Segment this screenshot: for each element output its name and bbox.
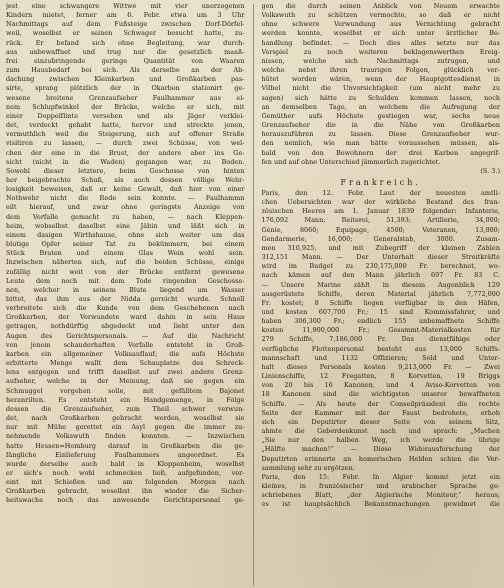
text-line: Volkswuth zu schützen vermochte, so daß er nicht: [261, 11, 500, 20]
text-line: vermuthlich weil die Steigerung, sich auf offener Straße: [6, 130, 245, 139]
text-line: 18 Kanonen sind die wichtigsten unserer bewaffneten: [261, 390, 500, 399]
text-line: sagen) sich hätte zu Schulden kommen lassen, noch: [261, 93, 500, 102]
text-line: Linienschiffe, 12 Fregatten, 8 Korvetten, 19 Briggs: [261, 372, 500, 381]
text-line: fen und auf ohne Unterschied jämmerlich zugerichtet.: [261, 157, 441, 166]
text-line: chen der eine in die Brust, der andere aber ins Ge-: [6, 148, 245, 157]
text-line: Stück Braten und einem Glas Wein wohl sein.: [6, 249, 245, 258]
text-line: 312,151 Mann. — Der Unterhalt dieser Streitkräfte: [261, 253, 500, 262]
text-line: wesene breitene Grenzaufseher Faulhammer aus ei-: [6, 93, 245, 102]
text-line: und kosten 607,700 Fr.; 15 sind Kommissfahrer, und: [261, 308, 500, 316]
text-line: heranrilten. Es entsteht ein Handgemenge, in Folge: [6, 395, 245, 404]
text-line: aus unbewaffnet und trug nur die gesetzlich maaß-: [6, 47, 245, 56]
text-line: bald von den Bewohnern der drei Karben angegrif-: [261, 148, 500, 157]
text-line: Augen des Gerichtspersonals. — Auf die Nachricht: [6, 331, 245, 340]
text-line: 279 Schiffe, 7,186,000 Fr. Das dienstfähige oder: [261, 335, 500, 344]
text-line: nem Schlupfwinkel der Brücke, welche er sich, mit: [6, 102, 245, 111]
text-line: gen die durch seinen Anblick von Neuem erwachte: [261, 2, 500, 10]
text-line: hütet worden wären, wenn der Hauptgottesdienst in: [261, 75, 500, 84]
text-line: zum Hausbedarf bei sich. Als derselbe an der Ab-: [6, 66, 245, 75]
text-line: chen Uebersichten war der wirkliche Bestand des fran-: [261, 198, 500, 207]
text-line: Leute dem noch mit dem Tode ringenden Geschosse-: [6, 276, 245, 285]
text-line: haben 306,300 Fr.; endlich 155 unbemaffnete Schiffe: [261, 317, 500, 326]
text-line: an demselben Tage, an welchem die Aufregung der: [261, 102, 500, 111]
text-line: Deputirten erinnerte an homerischen Helden schien die Ver-: [261, 454, 500, 463]
text-line: her beigebrachte Schuß, als auch dessen völlige Wehr-: [6, 175, 245, 184]
text-line: det, nach Großkarben gebracht werden, woselbst sie: [6, 414, 245, 423]
text-line: bittet, das ihm aus der Nidda gereicht wurde. Schnell: [6, 295, 245, 303]
right-column-france-article: [262, 189, 501, 509]
text-line: ahmte die Geberdenkunst nach und sprach: „Machen: [261, 427, 500, 436]
text-line: Fr. kostet; 8 Schiffe liegen verfügbar in den Häfen,: [261, 298, 500, 307]
text-line: zösischen Heeres am 1. Januar 1839 folgender: Infanterie,: [261, 207, 500, 216]
text-line: einem dasigen Wirthshause, ohne sich weiter um das: [6, 230, 245, 239]
text-line: Großkarben gebracht, woselbst ihn wieder die Sicher-: [6, 487, 245, 496]
text-line: handlung befindet. — Doch dies alles setzte nur das: [261, 38, 500, 47]
text-line: herauszuführen zu lassen. Diese Grenzaufseher wur-: [261, 130, 500, 139]
text-line: nehmende Volkswuth finden konnten. — Inzwischen: [6, 432, 245, 441]
text-line: losigkeit beweisen, daß er keine Gewalt, daß hier von einer: [6, 185, 245, 194]
text-line: verbreitete sich die Kunde von dem Geschehenen nach: [6, 304, 245, 313]
text-line: visitiren zu lassen, — durch zwei Schüsse, von wel-: [6, 139, 245, 148]
text-line: kosten 11,900,000 Fr.; Gesammt-Materialkosten für: [261, 326, 500, 335]
text-line: Kindern mietet, ferner am 6. Febr. etwa um 3 Uhr: [6, 11, 245, 20]
text-line: nach kämen auf den Mann jährlich 697 Fr. 83 C.: [261, 271, 500, 280]
text-line: wurde derselbe auch bald in Kloppenheim, woselbst: [6, 459, 245, 468]
text-line: den nemlich, wie man hätte voraussehen müssen, als-: [261, 139, 500, 148]
text-line: Nachmittags auf dem Fußsteige zwischen Dorf-Dörfel-: [6, 20, 245, 29]
text-line: heitswache noch das anwesende Gerichtspersonal ge-: [6, 496, 245, 505]
text-line: von jenem schauderhaften Vorfalle entsteht in Groß-: [6, 340, 245, 349]
text-line: blutige Opfer seiner Tat zu bekümmern, bei einem: [6, 240, 245, 249]
columns: [6, 2, 500, 588]
text-line: sicht (nicht in die Waden) gegangen war, zu Boden.: [6, 157, 245, 166]
text-line: fängliche Einlieferung Faulhammers angeordnet. Es: [6, 450, 245, 459]
text-line: Seite der Kammer mit der Faust bedrohete, erhob: [261, 408, 500, 417]
text-line: Gemüther aufs Höchste gestiegen war, sechs neue: [261, 111, 500, 120]
text-line: eilt hierauf, und zwar ohne geringste Anzeige von: [6, 203, 245, 212]
text-line: Schiffe. — Als heute der Conseilpräsident die rechte: [261, 399, 500, 408]
text-line: dem Vorfalle gemacht zu haben, — nach Kleppen-: [6, 212, 245, 221]
text-line: Großkarben, der Verwundete ward dahin in sein Haus: [6, 313, 245, 322]
text-line: wird im Budget zu 230,175,000 Fr. berechnet, wo-: [261, 262, 500, 271]
text-line: Génie, 8060; Equipage, 4500; Veteranen, 13,000;: [261, 225, 500, 234]
text-line: nissen, welche sich Nachmittags zutrugen, und: [261, 56, 500, 65]
text-line: „Hälfte machen!“ — Diese Widerausforschung der: [261, 445, 500, 454]
text-line: nur mit Mühe gerettet ein Asyl gegen die immer zu-: [6, 423, 245, 432]
text-line: sich ein Deputirter dieser Seite von seinem Sitz,: [261, 417, 500, 426]
text-line: zufällig nicht weit von der Brücke entfernt gewesene: [6, 267, 245, 276]
text-line: Schmuggel vorgehen solle, mit gefälltem Bajonet: [6, 386, 245, 395]
right-column-top-article: [262, 2, 501, 167]
text-line: Nothwehr nicht die Rede sein konnte. — Faulhammn: [6, 194, 245, 203]
text-line: lens entgegen und trifft daselbst auf zwei andere Grenz-: [6, 368, 245, 377]
text-line: kleines, in französischer und arabischer Sprache ge-: [261, 481, 500, 490]
text-line: es ist hauptsächlich Bekanntmachungen gewidmet die: [261, 500, 500, 509]
text-line: erbitterte Menge wallt dem Schauplatze des Schreck-: [6, 359, 245, 368]
text-line: weil, woselbst er seinen Schwager besucht hatte, zu-: [6, 29, 245, 38]
text-line: men 310,925, und mit Zubegriff der kleinen Zahlen: [261, 243, 500, 252]
text-line: ohne schwere Verwundung aus Vernichtung gebracht: [261, 20, 500, 29]
text-line: schriebenes Blatt, „der Algierische Moniteur,“ heraus;: [261, 491, 500, 500]
text-line: det, verdeckt gehabt hatte, hervor und streckte jenen,: [6, 121, 245, 130]
text-line: getragen, nothdürftig abgedeckt und lieht unter den: [6, 322, 245, 331]
text-line: Inzwischen näherten sich, auf die beiden Schüsse, einige: [6, 258, 245, 267]
text-line: heim, wobselbst daselbst eine Jäbin und läßt sich in: [6, 221, 245, 230]
text-line: hatte Hessen=Homburg darauf in Großkarben die ge-: [6, 441, 245, 450]
text-line: Sowohl dieser letztere, beim Geschosse von hinten: [6, 166, 245, 175]
text-line: Vilbel nicht die Unvorsichtigkeit (um nicht mehr zu: [261, 84, 500, 93]
article-signature: (S. 3.): [480, 166, 500, 175]
text-line: „Sie nur den halben Weg, ich werde die übrige: [261, 436, 500, 445]
text-line: welche nebst ihren traurigen Folgen, glücklich ver-: [261, 66, 500, 75]
text-line: von 20 bis 16 Kanonen, und 4 Aviso-Korvetten von: [261, 381, 500, 390]
text-line: karben ein allgemeiner Volksauflauf; die aufs Höchste: [6, 349, 245, 358]
text-line: er sich's noch wohl schmecken ließ, aufgefunden, ver-: [6, 468, 245, 477]
text-line: nen, welcher in seinem Blute liegend um Wasser: [6, 285, 245, 294]
text-line: frei einzubringende geringe Quantität von Waaren: [6, 56, 245, 65]
text-line: sammlung sehr zu ergötzen.: [261, 463, 355, 472]
right-column: [262, 2, 501, 588]
text-line: eint mit Schießen und am folgenden Morgen nach: [6, 478, 245, 487]
text-line: ausgerüstete Schiffe, deren Material jährlich 7,772,000: [261, 289, 500, 298]
text-line: aufseher, welche in der Meinung, daß sie gegen ein: [6, 377, 245, 386]
text-line: rück. Er befand sich ohne Begleitung, war durch-: [6, 38, 245, 47]
text-line: Gendarmerie, 16,000; Generalstab, 3000. Zusam-: [261, 234, 500, 243]
text-line: Paris, den 12. Febr. Laut der neuesten amtli-: [261, 188, 500, 197]
text-line: 176,092 Mann; Reiterei, 51,393; Artillerie, 34,000;: [261, 216, 500, 225]
text-line: — Unsere Marine zählt in diesem Augenblick 129: [261, 280, 500, 289]
text-line: Paris, den 15. Febr. In Algier kommt jetzt ein: [261, 472, 500, 481]
text-line: verfügliche Flottenpersonal besteht aus 13,000 Schiffs-: [261, 344, 500, 353]
text-line: jest eine schwangere Wittwe mit vier unerzogenen: [6, 2, 245, 10]
text-line: sirte, sprang plötzlich der in Okarben stationirt ge-: [6, 84, 245, 93]
column-divider: [253, 4, 254, 586]
text-line: einer Doppelflinte versehen und als Jäger verklei-: [6, 111, 245, 120]
text-line: werden konnte, woselbst er sich unter ärztlicher Be-: [261, 29, 500, 38]
text-line: Grenzaufseher die in die Nähe von Großkarben: [261, 121, 500, 130]
text-line: Vorspiel zu noch weiteren beklagenswerthen Ereig-: [261, 47, 500, 56]
text-line: mannschaft und 1132 Offizieren; Sold und Unter-: [261, 353, 500, 362]
left-column: [6, 2, 245, 588]
text-line: dachung zwischen Kleinkarben und Großkarben pas-: [6, 75, 245, 84]
section-heading-frankreich: Frankreich.: [340, 177, 421, 187]
text-line: dessen die Grenzaufseher, zum Theil schwer verwun-: [6, 404, 245, 413]
text-line: halt dieses Personals kosten 9,213,000 Fr. — Zwei: [261, 362, 500, 371]
